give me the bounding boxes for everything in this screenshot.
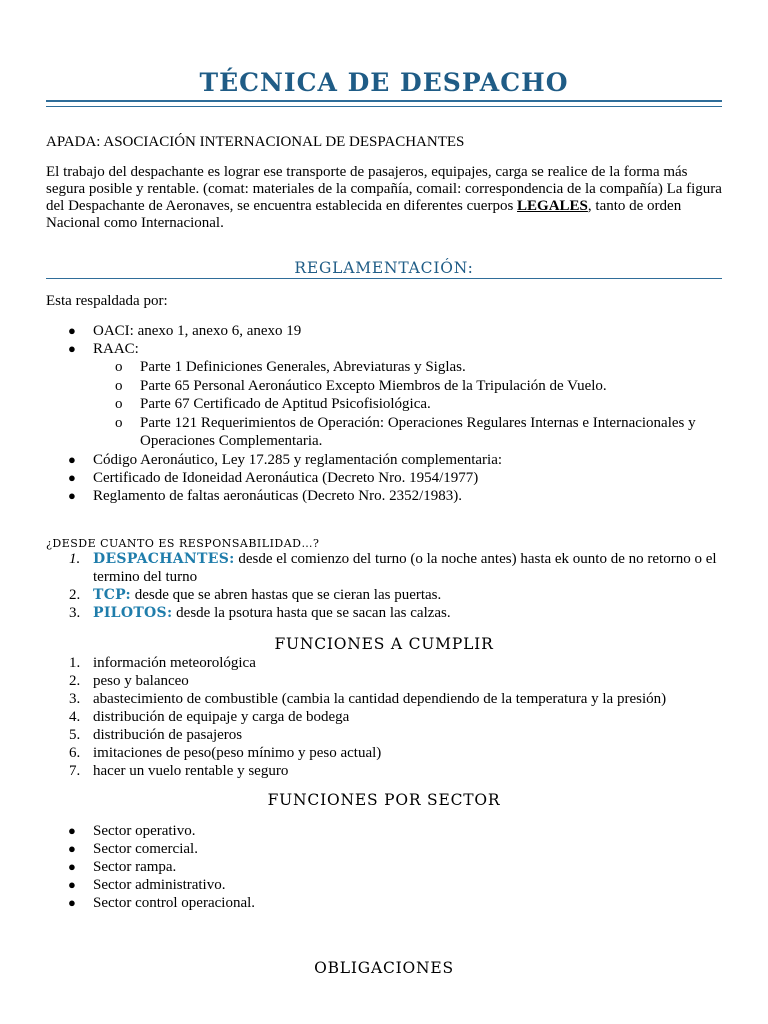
raac-sublist: [93, 358, 726, 451]
list-item: ● Certificado de Idoneidad Aeronáutica (Decreto Nro. 1954/1977): [68, 469, 479, 486]
reglamentacion-heading: REGLAMENTACIÓN:: [294, 259, 474, 277]
list-item: ● Código Aeronáutico, Ley 17.285 y reglamentación complementaria:: [68, 451, 503, 468]
sectores-heading: FUNCIONES POR SECTOR: [267, 791, 501, 809]
list-item: 2. peso y balanceo: [69, 673, 189, 689]
intro-paragraph: [46, 164, 726, 232]
funciones-heading: FUNCIONES A CUMPLIR: [274, 635, 494, 653]
list-item: ● Reglamento de faltas aeronáuticas (Decreto Nro. 2352/1983).: [68, 487, 463, 504]
title-divider: [46, 100, 722, 107]
list-item: ● Sector operativo.: [68, 823, 196, 839]
sub-list-item: o Parte 1 Definiciones Generales, Abreviaturas y Siglas.: [115, 359, 466, 375]
list-item: 4. distribución de equipaje y carga de bodega: [69, 709, 350, 725]
list-item: 7. hacer un vuelo rentable y seguro: [69, 763, 289, 779]
list-item: ● Sector control operacional.: [68, 895, 256, 911]
legales-word: LEGALES: [517, 198, 588, 214]
list-item: ● Sector rampa.: [68, 859, 177, 875]
intro-text-1: El trabajo del despachante es lograr ese transporte de pasajeros, equipajes, carga se realice de la forma más segura posible y rentable. (comat: materiales de la compañía, comail: correspondencia de la compañía) La figura del Despachante de Aeronaves, se encuentra establecida en diferentes cuerpos: [46, 164, 722, 214]
reglamentacion-list: [46, 322, 726, 505]
list-item: ● Sector administrativo.: [68, 877, 226, 893]
list-item: 3. PILOTOS: desde la psotura hasta que se sacan las calzas.: [69, 605, 451, 621]
funciones-list: [46, 654, 726, 780]
sub-list-item: o Parte 65 Personal Aeronáutico Excepto Miembros de la Tripulación de Vuelo.: [115, 377, 607, 394]
document-title: TÉCNICA DE DESPACHO: [199, 68, 569, 97]
intro-text-2: , tanto de orden Nacional como Internacional.: [46, 198, 682, 231]
reglamentacion-divider: [46, 278, 722, 279]
obligaciones-heading: OBLIGACIONES: [314, 959, 454, 977]
responsabilidad-list: [46, 550, 726, 622]
apada-line: APADA: ASOCIACIÓN INTERNACIONAL DE DESPACHANTES: [46, 134, 465, 150]
reglamentacion-lead: Esta respaldada por:: [46, 293, 168, 309]
responsabilidad-question: ¿DESDE CUANTO ES RESPONSABILIDAD…?: [46, 537, 320, 550]
list-item: ● Sector comercial.: [68, 841, 198, 857]
sectores-list: [46, 822, 726, 912]
list-item: 1. DESPACHANTES: desde el comienzo del turno (o la noche antes) hasta ek ounto de no retorno o el termino del turno: [69, 551, 717, 585]
list-item: ● RAAC: o Parte 1 Definiciones Generales, Abreviaturas y Siglas. o Parte 65 Personal Aeronáutico Excepto Miembros de la Tripulación de Vuelo. o Parte 67 Certificado de Aptitud Psicofisiológica. o Parte 121 Requerimientos de Operación: Operaciones Regulares Internas e Internacionales y Operaciones Complementaria.: [46, 340, 726, 451]
list-item: 5. distribución de pasajeros: [69, 727, 243, 743]
list-item: 1. información meteorológica: [69, 655, 256, 671]
sub-list-item: o Parte 121 Requerimientos de Operación: Operaciones Regulares Internas e Internacionales y Operaciones Complementaria.: [115, 414, 696, 449]
list-item: 3. abastecimiento de combustible (cambia la cantidad dependiendo de la temperatura y la presión): [69, 691, 667, 707]
sub-list-item: o Parte 67 Certificado de Aptitud Psicofisiológica.: [115, 396, 431, 412]
list-item: 6. imitaciones de peso(peso mínimo y peso actual): [69, 745, 382, 761]
list-item: 2. TCP: desde que se abren hastas que se cieran las puertas.: [69, 587, 442, 603]
list-item: ● OACI: anexo 1, anexo 6, anexo 19: [68, 323, 302, 339]
